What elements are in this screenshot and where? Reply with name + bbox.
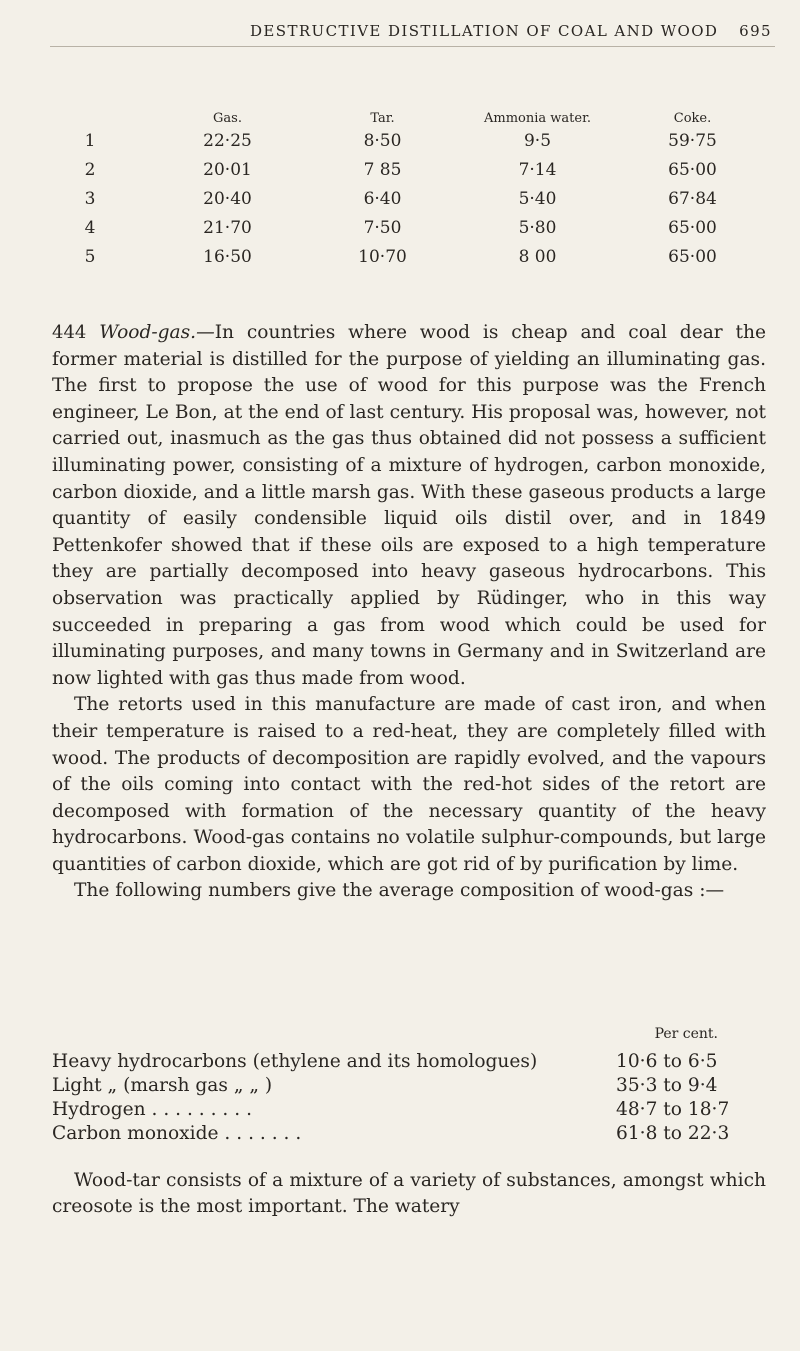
body-text xyxy=(52,1168,766,1220)
row-value: 48·7 to 18·7 xyxy=(616,1099,730,1120)
table-row xyxy=(52,1098,766,1122)
row-index: 1 xyxy=(84,130,96,151)
section-title: Wood-gas.— xyxy=(99,322,215,343)
paragraph xyxy=(52,320,766,692)
column-header: Gas. xyxy=(213,111,242,126)
coke-cell: 59·75 xyxy=(668,130,717,151)
coke-cell: 65·00 xyxy=(668,217,717,238)
row-value: 35·3 to 9·4 xyxy=(616,1075,718,1096)
table-row xyxy=(52,1050,766,1074)
tar-cell: 7·50 xyxy=(363,217,402,238)
row-index: 3 xyxy=(84,188,96,209)
table-row xyxy=(52,1074,766,1098)
paragraph: Wood-tar consists of a mixture of a variety of substances, amongst which creosote is the most important. The watery xyxy=(52,1170,766,1217)
tar-cell: 8·50 xyxy=(363,130,402,151)
row-label: Heavy hydrocarbons (ethylene and its homologues) xyxy=(52,1051,538,1072)
paragraph: The retorts used in this manufacture are made of cast iron, and when their temperature is raised to a red-heat, they are completely filled with wood. The products of decomposition are rapidly evolved, and the vapours of the oils coming into contact with the red-hot sides of the retort are decomposed with formation of the necessary quantity of the heavy hydrocarbons. Wood-gas contains no volatile sulphur-compounds, but large quantities of carbon dioxide, which are got rid of by purification by lime. xyxy=(52,694,766,875)
gas-cell: 21·70 xyxy=(203,217,252,238)
paragraph: The following numbers give the average composition of wood-gas :— xyxy=(74,880,725,902)
column-header: Tar. xyxy=(370,111,395,126)
body-text xyxy=(52,320,766,905)
coke-cell: 67·84 xyxy=(668,188,717,209)
column-header: Per cent. xyxy=(654,1026,718,1042)
row-label: Light „ (marsh gas „ „ ) xyxy=(52,1075,273,1096)
table-header-row xyxy=(30,92,770,126)
row-label: Hydrogen . . . . . . . . . xyxy=(52,1099,252,1120)
row-value: 61·8 to 22·3 xyxy=(616,1123,730,1144)
column-header: Coke. xyxy=(673,111,712,126)
paragraph-text: In countries where wood is cheap and coal dear the former material is distilled for the purpose of yielding an illuminating gas. The first to propose the use of wood for this purpose was the French engineer, Le Bon, at the end of last century. His proposal was, however, not carried out, inasmuch as the gas thus obtained did not possess a sufficient illuminating power, consisting of a mixture of hydrogen, carbon monoxide, carbon dioxide, and a little marsh gas. With these gaseous products a large quantity of easily condensible liquid oils distil over, and in 1849 Pettenkofer showed that if these oils are exposed to a high temperature they are partially decomposed into heavy gaseous hydrocarbons. This observation was practically applied by Rüdinger, who in this way succeeded in preparing a gas from wood which could be used for illuminating purposes, and many towns in Germany and in Switzerland are now lighted with gas thus made from wood. xyxy=(52,322,766,689)
coke-cell: 65·00 xyxy=(668,246,717,267)
row-label: Carbon monoxide . . . . . . . xyxy=(52,1123,302,1144)
ammonia-cell: 5·80 xyxy=(518,217,557,238)
row-index: 5 xyxy=(84,246,96,267)
table-row xyxy=(30,242,770,271)
table-row xyxy=(30,155,770,184)
ammonia-cell: 9·5 xyxy=(523,130,552,151)
table-row xyxy=(30,126,770,155)
ammonia-cell: 7·14 xyxy=(518,159,557,180)
ammonia-cell: 5·40 xyxy=(518,188,557,209)
gas-cell: 22·25 xyxy=(203,130,252,151)
table-row xyxy=(30,213,770,242)
section-number: 444 xyxy=(52,322,87,343)
page-number: 695 xyxy=(739,22,772,40)
header-rule xyxy=(50,46,775,47)
column-header: Ammonia water. xyxy=(484,111,591,126)
tar-cell: 10·70 xyxy=(358,246,407,267)
tar-cell: 7 85 xyxy=(363,159,402,180)
ammonia-cell: 8 00 xyxy=(518,246,557,267)
gas-cell: 16·50 xyxy=(203,246,252,267)
table-row xyxy=(30,184,770,213)
row-index: 2 xyxy=(84,159,96,180)
composition-table xyxy=(52,1022,766,1146)
yield-table xyxy=(30,92,770,271)
coke-cell: 65·00 xyxy=(668,159,717,180)
tar-cell: 6·40 xyxy=(363,188,402,209)
table-row xyxy=(52,1122,766,1146)
running-title: DESTRUCTIVE DISTILLATION OF COAL AND WOOD xyxy=(250,22,719,40)
gas-cell: 20·01 xyxy=(203,159,252,180)
row-index: 4 xyxy=(84,217,96,238)
gas-cell: 20·40 xyxy=(203,188,252,209)
row-value: 10·6 to 6·5 xyxy=(616,1051,718,1072)
column-header xyxy=(30,92,150,126)
